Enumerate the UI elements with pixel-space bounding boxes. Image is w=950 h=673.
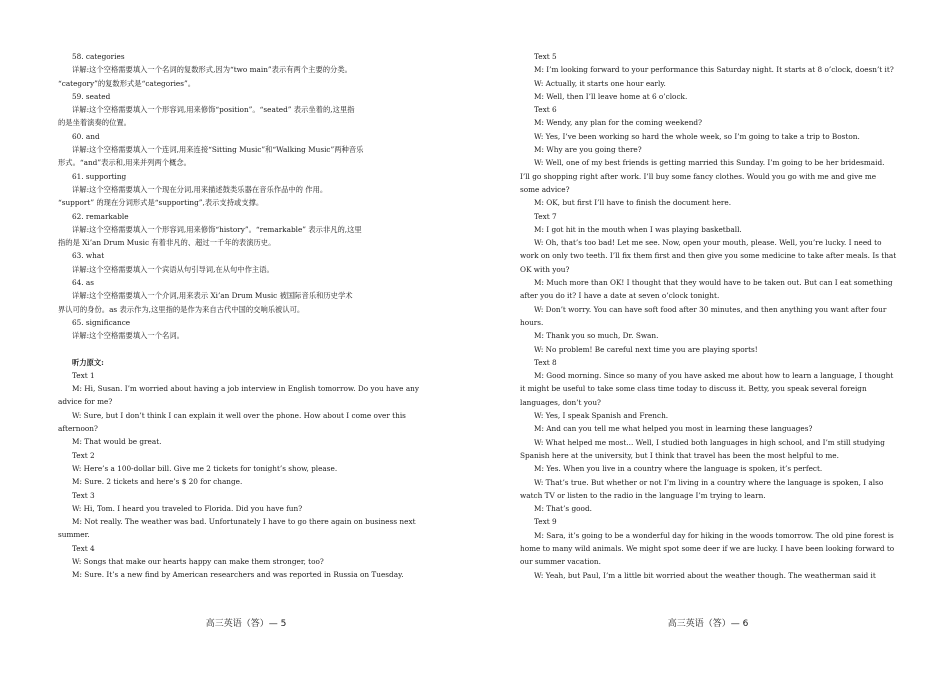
text-line: “category”的复数形式是“categories”。 bbox=[58, 78, 195, 88]
text-line: M: Much more than OK! I thought that they would have to be taken out. But can I eat something bbox=[534, 278, 893, 288]
text-line: 详解:这个空格需要填入一个宾语从句引导词,在从句中作主语。 bbox=[72, 264, 274, 274]
text-line: M: Yes. When you live in a country where the language is spoken, it’s perfect. bbox=[534, 464, 823, 474]
text-line: 详解:这个空格需要填入一个形容词,用来修饰“position”。“seated” 表示坐着的,这里指 bbox=[72, 105, 355, 115]
text-line: after you do it? I have a date at seven o’clock tonight. bbox=[520, 291, 720, 301]
text-line: Text 4 bbox=[72, 543, 95, 553]
left-page-column bbox=[58, 50, 430, 582]
text-line: I’ll go shopping right after work. I’ll buy some fancy clothes. Would you go with me and give me bbox=[520, 171, 877, 181]
text-line: W: Hi, Tom. I heard you traveled to Florida. Did you have fun? bbox=[72, 503, 303, 513]
text-line: W: Actually, it starts one hour early. bbox=[534, 78, 666, 88]
text-line: 59. seated bbox=[72, 91, 111, 101]
text-line: W: Oh, that’s too bad! Let me see. Now, open your mouth, please. Well, you’re lucky. I need to bbox=[534, 238, 882, 248]
text-line: Text 6 bbox=[534, 105, 557, 115]
text-line: watch TV or listen to the radio in the language I’m trying to learn. bbox=[520, 490, 766, 500]
text-line: 的是坐着演奏的位置。 bbox=[58, 118, 131, 128]
right-page-column bbox=[520, 50, 898, 582]
text-line: 指的是 Xi’an Drum Music 有着非凡的、超过一千年的表演历史。 bbox=[58, 238, 276, 248]
text-line: 63. what bbox=[72, 251, 105, 261]
text-line: W: Well, one of my best friends is getting married this Sunday. I’m going to be her bridesmaid. bbox=[534, 158, 885, 168]
text-line: “support” 的现在分词形式是“supporting”,表示支持或支撑。 bbox=[58, 198, 264, 208]
text-line: W: Songs that make our hearts happy can make them stronger, too? bbox=[72, 556, 324, 566]
text-line: 详解:这个空格需要填入一个名词。 bbox=[72, 331, 184, 341]
text-line: hours. bbox=[520, 317, 544, 327]
text-line: 形式。“and”表示和,用来并列两个概念。 bbox=[58, 158, 191, 168]
page-number-left: 高三英语（答）— 5 bbox=[205, 619, 287, 629]
text-line: W: Here’s a 100-dollar bill. Give me 2 tickets for tonight’s show, please. bbox=[72, 463, 338, 473]
text-line: 60. and bbox=[72, 131, 100, 141]
text-line: M: Hi, Susan. I’m worried about having a job interview in English tomorrow. Do you have any bbox=[72, 384, 419, 394]
text-line: M: Thank you so much, Dr. Swan. bbox=[534, 331, 659, 341]
text-line: M: Sara, it’s going to be a wonderful day for hiking in the woods tomorrow. The old pine forest is bbox=[534, 530, 894, 540]
text-line: M: I got hit in the mouth when I was playing basketball. bbox=[534, 224, 742, 234]
text-line: 61. supporting bbox=[72, 171, 127, 181]
text-line: 详解:这个空格需要填入一个现在分词,用来描述鼓类乐器在音乐作品中的 作用。 bbox=[72, 184, 328, 194]
text-line: W: Yes, I speak Spanish and French. bbox=[534, 411, 669, 421]
text-line: some advice? bbox=[520, 184, 570, 194]
text-line: M: Not really. The weather was bad. Unfortunately I have to go there again on business next bbox=[72, 517, 416, 527]
text-line: M: Sure. It’s a new find by American researchers and was reported in Russia on Tuesday. bbox=[72, 570, 404, 580]
text-line: 64. as bbox=[72, 278, 95, 288]
text-line: languages, don’t you? bbox=[520, 397, 601, 407]
text-line: M: OK, but first I’ll have to finish the document here. bbox=[534, 198, 732, 208]
text-line: W: Yeah, but Paul, I’m a little bit worried about the weather though. The weatherman said it bbox=[534, 570, 876, 580]
text-line: W: Sure, but I don’t think I can explain it well over the phone. How about I come over this bbox=[72, 410, 406, 420]
text-line: 听力原文: bbox=[72, 357, 104, 367]
text-line: W: Yes, I’ve been working so hard the whole week, so I’m going to take a trip to Boston. bbox=[534, 131, 860, 141]
text-line: 界认可的身份。as 表示作为,这里指的是作为来自古代中国的交响乐被认可。 bbox=[58, 304, 305, 314]
text-line: Text 1 bbox=[72, 370, 95, 380]
text-line: work on only two teeth. I’ll fix them first and then give you some medicine to take after meals. Is that bbox=[520, 251, 897, 261]
text-line: Spanish here at the university, but I think that travel has been the most helpful to me. bbox=[520, 450, 839, 460]
text-line: Text 5 bbox=[534, 52, 557, 61]
text-line: 62. remarkable bbox=[72, 211, 129, 221]
text-line: W: No problem! Be careful next time you are playing sports! bbox=[534, 344, 758, 354]
text-line: 详解:这个空格需要填入一个介词,用来表示 Xi’an Drum Music 被国际音乐和历史学术 bbox=[72, 291, 353, 301]
text-line: W: That’s true. But whether or not I’m living in a country where the language is spoken, I also bbox=[534, 477, 884, 487]
text-line: W: What helped me most... Well, I studied both languages in high school, and I’m still studying bbox=[534, 437, 885, 447]
text-line: 详解:这个空格需要填入一个名词的复数形式,因为“two main”表示有两个主要的分类。 bbox=[72, 65, 352, 75]
text-line: Text 2 bbox=[72, 450, 95, 460]
text-line: M: And can you tell me what helped you most in learning these languages? bbox=[534, 424, 813, 434]
text-line: advice for me? bbox=[58, 397, 113, 407]
text-line: OK with you? bbox=[520, 264, 570, 274]
text-line: 58. categories bbox=[72, 52, 125, 61]
text-line: afternoon? bbox=[58, 424, 98, 434]
text-line: Text 7 bbox=[534, 211, 557, 221]
text-line: home to many wild animals. We might spot some deer if we are lucky. I have been looking forward to bbox=[520, 543, 895, 553]
text-line: M: Wendy, any plan for the coming weekend? bbox=[534, 118, 702, 128]
text-line: Text 9 bbox=[534, 517, 557, 527]
text-line: our summer vacation. bbox=[520, 557, 601, 567]
text-line: 详解:这个空格需要填入一个连词,用来连接“Sitting Music”和“Walking Music”两种音乐 bbox=[72, 145, 364, 155]
text-line: M: Well, then I’ll leave home at 6 o’clock. bbox=[534, 91, 688, 101]
text-line: Text 3 bbox=[72, 490, 95, 500]
page-number-right: 高三英语（答）— 6 bbox=[667, 619, 749, 629]
text-line: 65. significance bbox=[72, 317, 131, 327]
text-line: M: Sure. 2 tickets and here’s $ 20 for change. bbox=[72, 477, 243, 487]
text-line: W: Don’t worry. You can have soft food after 30 minutes, and then anything you want after four bbox=[534, 304, 887, 314]
text-line: M: I’m looking forward to your performance this Saturday night. It starts at 8 o’clock, doesn’t it? bbox=[534, 65, 894, 75]
text-line: 详解:这个空格需要填入一个形容词,用来修饰“history”。“remarkable” 表示非凡的,这里 bbox=[72, 224, 362, 234]
text-line: M: That’s good. bbox=[534, 504, 592, 514]
text-line: Text 8 bbox=[534, 357, 557, 367]
text-line: M: That would be great. bbox=[72, 437, 162, 447]
text-line: M: Good morning. Since so many of you have asked me about how to learn a language, I thought bbox=[534, 371, 894, 381]
text-line: M: Why are you going there? bbox=[534, 145, 642, 155]
text-line: it might be useful to take some class time today to discuss it. Betty, you speak several foreign bbox=[520, 384, 867, 394]
text-line: summer. bbox=[58, 530, 90, 540]
